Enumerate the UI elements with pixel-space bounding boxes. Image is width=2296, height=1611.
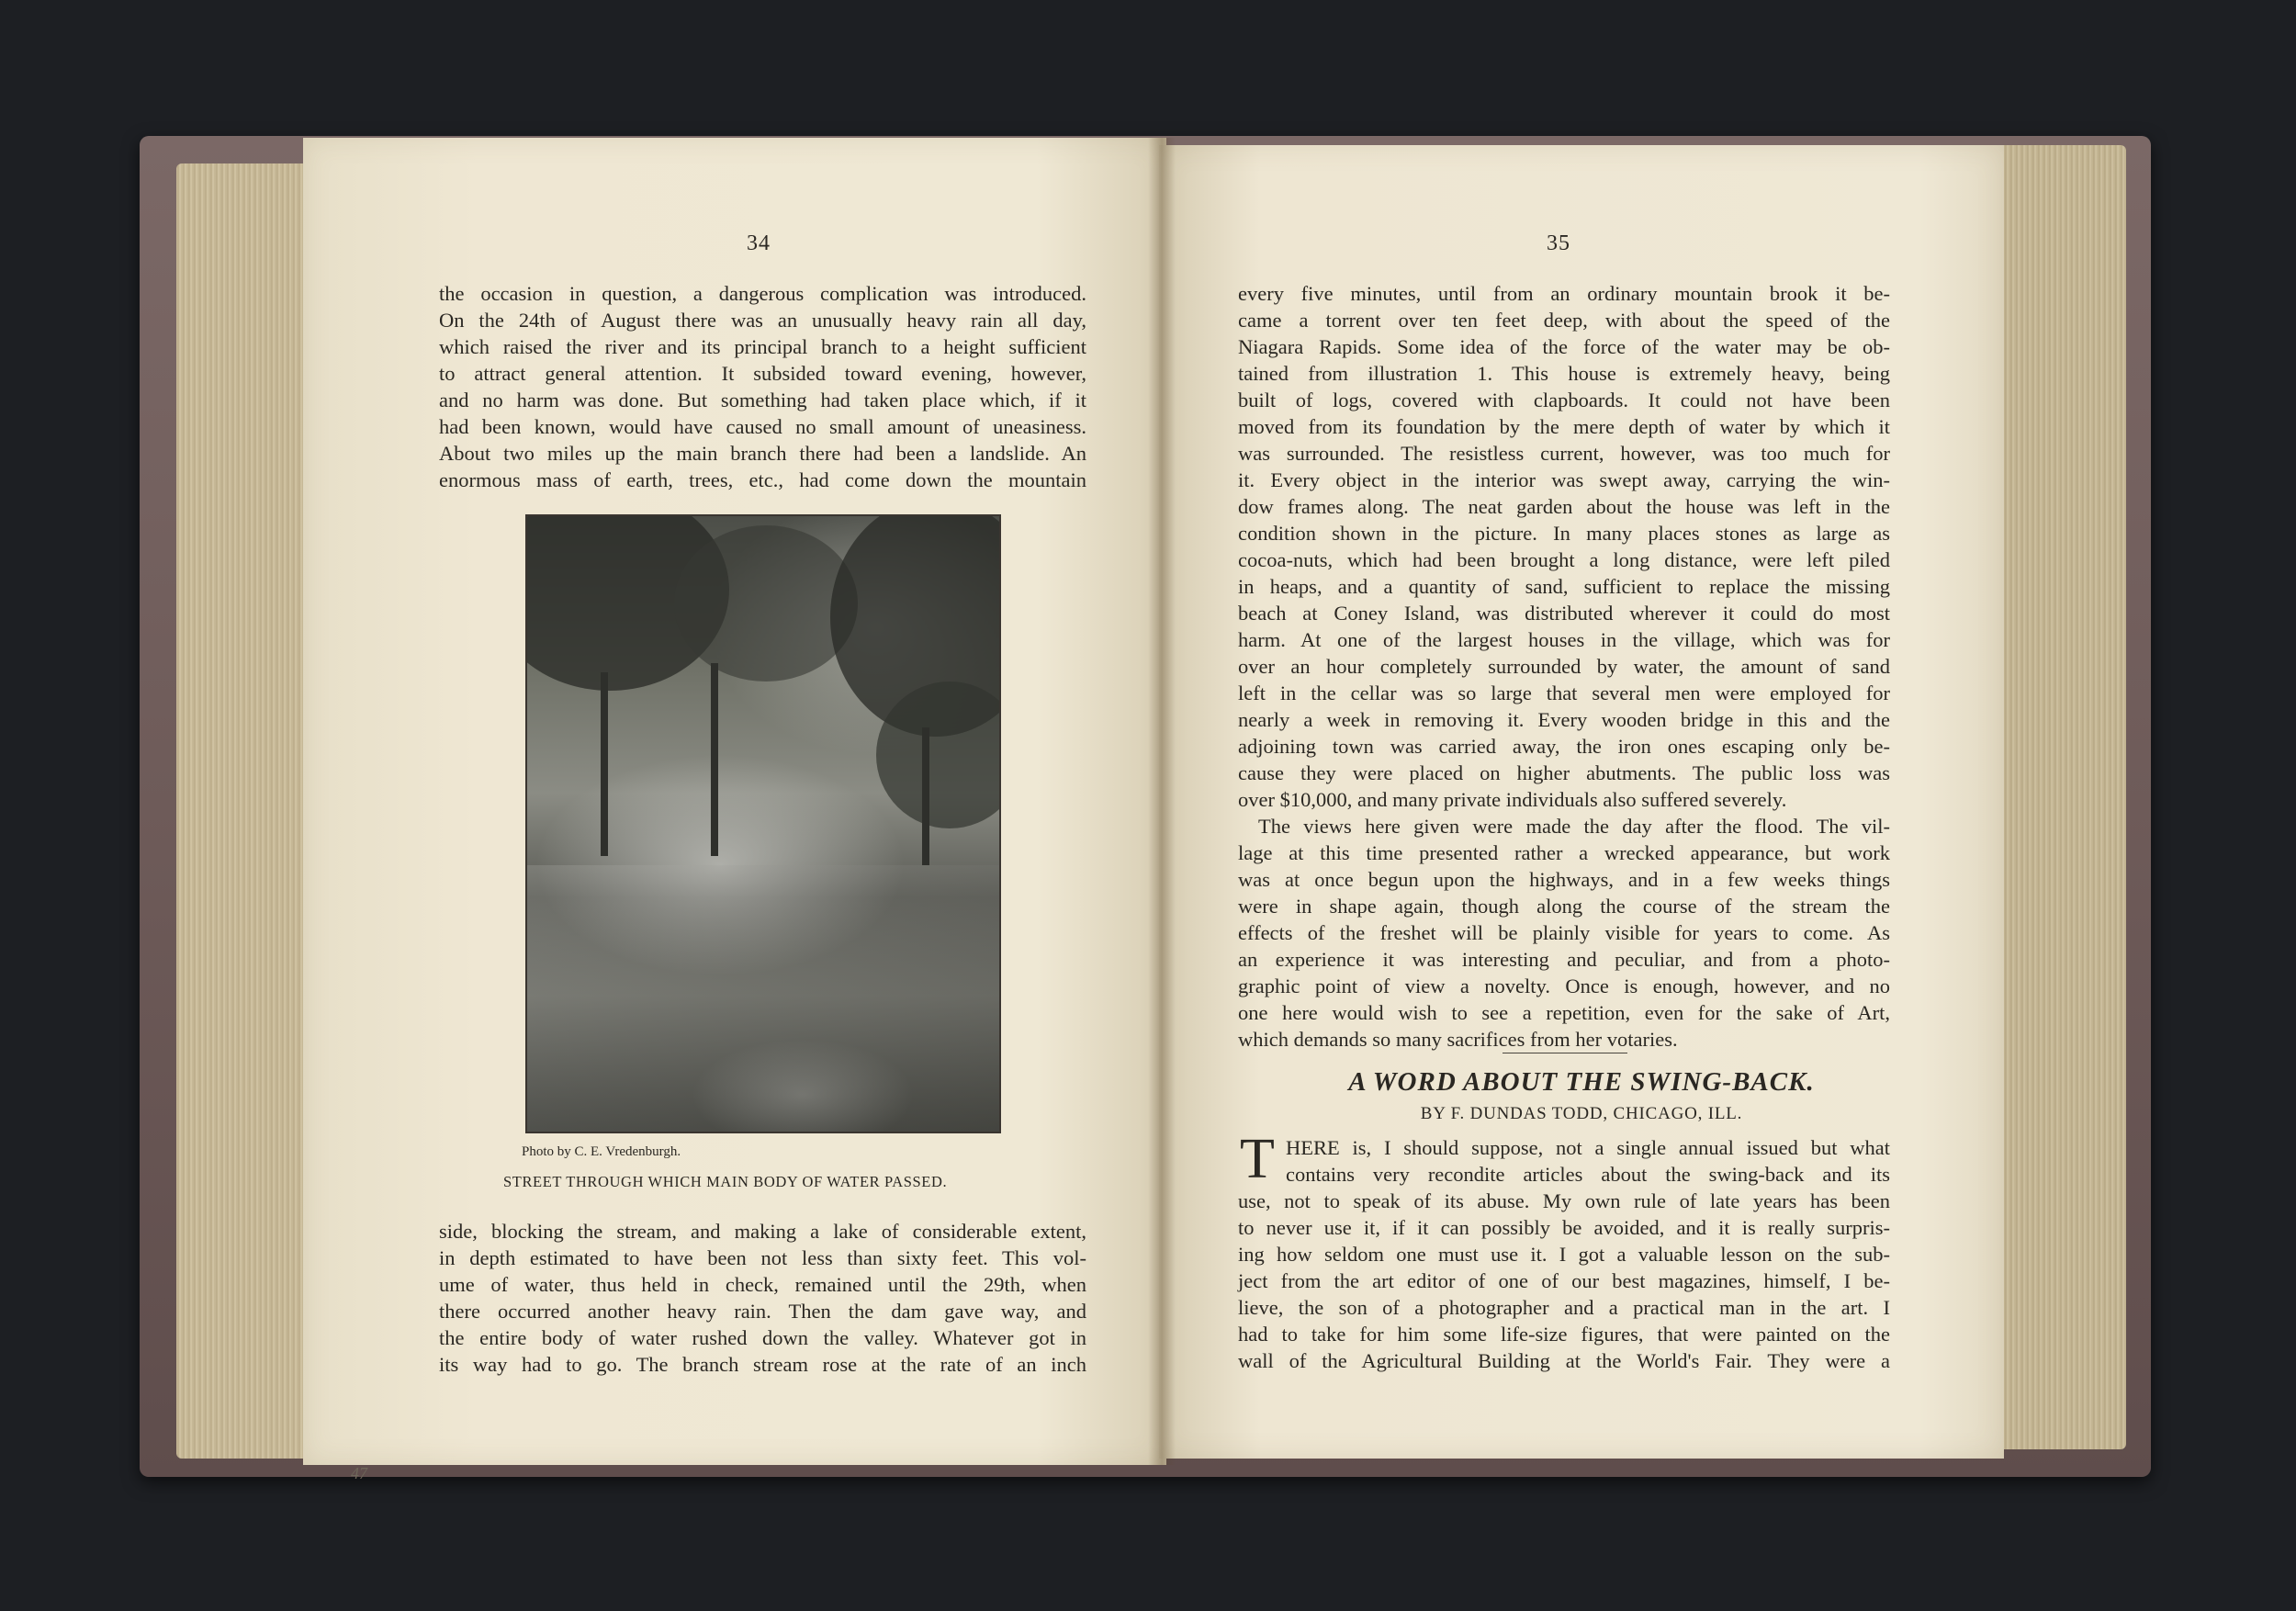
text-line: contains very recondite articles about the swing-back and its [1286, 1163, 1890, 1186]
pencil-mark: 47 [351, 1464, 367, 1482]
text-line: effects of the freshet will be plainly visible for years to come. As [1238, 921, 1890, 944]
text-line: left in the cellar was so large that several men were employed for [1238, 682, 1890, 704]
text-line: wall of the Agricultural Building at the World's Fair. They were a [1238, 1349, 1890, 1372]
text-line: side, blocking the stream, and making a lake of considerable extent, [439, 1220, 1086, 1243]
text-line: was surrounded. The resistless current, however, was too much for [1238, 442, 1890, 465]
drop-cap: T [1240, 1128, 1275, 1190]
text-line: On the 24th of August there was an unusually heavy rain all day, [439, 309, 1086, 332]
text-line: an experience it was interesting and peculiar, and from a photo- [1238, 948, 1890, 971]
text-line: HERE is, I should suppose, not a single annual issued but what [1286, 1136, 1890, 1159]
text-line: had been known, would have caused no small amount of uneasiness. [439, 415, 1086, 438]
photo-credit: Photo by C. E. Vredenburgh. [522, 1144, 681, 1159]
text-line: had to take for him some life-size figures, that were painted on the [1238, 1323, 1890, 1346]
text-line: over an hour completely surrounded by water, the amount of sand [1238, 655, 1890, 678]
text-line: tained from illustration 1. This house is extremely heavy, being [1238, 362, 1890, 385]
text-line: Niagara Rapids. Some idea of the force of the water may be ob- [1238, 335, 1890, 358]
text-line: ing how seldom one must use it. I got a valuable lesson on the sub- [1238, 1243, 1890, 1266]
article-title: A WORD ABOUT THE SWING-BACK. [1348, 1067, 1815, 1097]
book-gutter [1148, 138, 1176, 1465]
text-line: beach at Coney Island, was distributed wherever it could do most [1238, 602, 1890, 625]
text-line: ume of water, thus held in check, remained until the 29th, when [439, 1273, 1086, 1296]
text-line: The views here given were made the day after the flood. The vil- [1258, 815, 1890, 838]
text-line: dow frames along. The neat garden about the house was left in the [1238, 495, 1890, 518]
text-line: ject from the art editor of one of our best magazines, himself, I be- [1238, 1269, 1890, 1292]
text-line: condition shown in the picture. In many places stones as large as [1238, 522, 1890, 545]
photo-caption: STREET THROUGH WHICH MAIN BODY OF WATER PASSED. [503, 1173, 948, 1190]
text-line: moved from its foundation by the mere depth of water by which it [1238, 415, 1890, 438]
text-line: lage at this time presented rather a wrecked appearance, but work [1238, 841, 1890, 864]
text-line: About two miles up the main branch there had been a landslide. An [439, 442, 1086, 465]
text-line: nearly a week in removing it. Every wooden bridge in this and the [1238, 708, 1890, 731]
text-line: over $10,000, and many private individuals also suffered severely. [1238, 788, 1787, 811]
text-line: graphic point of view a novelty. Once is enough, however, and no [1238, 974, 1890, 997]
text-line: it. Every object in the interior was swept away, carrying the win- [1238, 468, 1890, 491]
text-line: one here would wish to see a repetition, even for the sake of Art, [1238, 1001, 1890, 1024]
page-number-right: 35 [1547, 231, 1570, 255]
text-line: to attract general attention. It subsided toward evening, however, [439, 362, 1086, 385]
text-line: in heaps, and a quantity of sand, sufficient to replace the missing [1238, 575, 1890, 598]
text-line: to never use it, if it can possibly be avoided, and it is really surpris- [1238, 1216, 1890, 1239]
text-line: every five minutes, until from an ordinary mountain brook it be- [1238, 282, 1890, 305]
text-line: the occasion in question, a dangerous complication was introduced. [439, 282, 1086, 305]
text-line: adjoining town was carried away, the iron ones escaping only be- [1238, 735, 1890, 758]
text-line: which raised the river and its principal branch to a height sufficient [439, 335, 1086, 358]
page-number-left: 34 [747, 231, 771, 255]
text-line: were in shape again, though along the course of the stream the [1238, 895, 1890, 918]
text-line: lieve, the son of a photographer and a practical man in the art. I [1238, 1296, 1890, 1319]
text-line: harm. At one of the largest houses in the village, which was for [1238, 628, 1890, 651]
text-line: cocoa-nuts, which had been brought a long distance, were left piled [1238, 548, 1890, 571]
text-line: its way had to go. The branch stream rose at the rate of an inch [439, 1353, 1086, 1376]
text-line: which demands so many sacrifices from her votaries. [1238, 1028, 1678, 1051]
text-line: there occurred another heavy rain. Then the dam gave way, and [439, 1300, 1086, 1323]
text-line: in depth estimated to have been not less than sixty feet. This vol- [439, 1246, 1086, 1269]
text-line: enormous mass of earth, trees, etc., had come down the mountain [439, 468, 1086, 491]
text-line: was at once begun upon the highways, and in a few weeks things [1238, 868, 1890, 891]
text-line: cause they were placed on higher abutments. The public loss was [1238, 761, 1890, 784]
flood-street-photo [525, 514, 1001, 1133]
text-line: and no harm was done. But something had taken place which, if it [439, 389, 1086, 411]
text-line: the entire body of water rushed down the valley. Whatever got in [439, 1326, 1086, 1349]
text-line: came a torrent over ten feet deep, with about the speed of the [1238, 309, 1890, 332]
article-byline: BY F. DUNDAS TODD, CHICAGO, ILL. [1420, 1104, 1743, 1123]
text-line: use, not to speak of its abuse. My own rule of late years has been [1238, 1189, 1890, 1212]
text-line: built of logs, covered with clapboards. It could not have been [1238, 389, 1890, 411]
